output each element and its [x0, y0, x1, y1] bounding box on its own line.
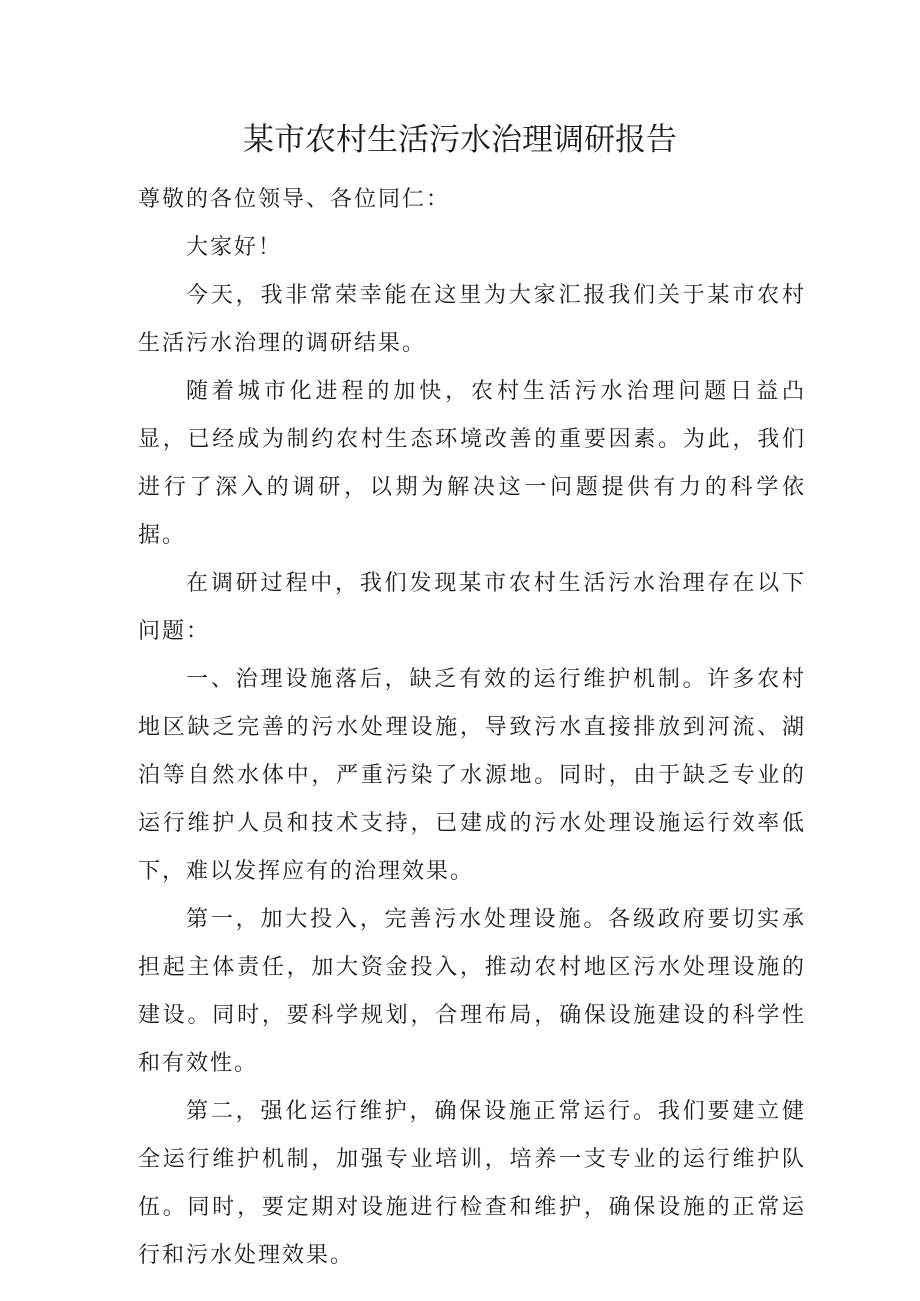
- paragraph-background: 随着城市化进程的加快，农村生活污水治理问题日益凸显，已经成为制约农村生态环境改善的重要因素。为此，我们进行了深入的调研，以期为解决这一问题提供有力的科学依据。: [138, 379, 806, 548]
- paragraph-salutation: 尊敬的各位领导、各位同仁：: [138, 187, 451, 212]
- paragraph-problem-one: 一、治理设施落后，缺乏有效的运行维护机制。许多农村地区缺乏完善的污水处理设施，导致污水直接排放到河流、湖泊等自然水体中，严重污染了水源地。同时，由于缺乏专业的运行维护人员和技术支持，已建成的污水处理设施运行效率低下，难以发挥应有的治理效果。: [138, 667, 806, 884]
- paragraph-intro: 今天，我非常荣幸能在这里为大家汇报我们关于某市农村生活污水治理的调研结果。: [138, 283, 806, 356]
- paragraph-greeting: 大家好！: [186, 235, 283, 260]
- document-body: [138, 176, 806, 1280]
- document-title: 某市农村生活污水治理调研报告: [243, 122, 677, 158]
- paragraph-measure-two: 第二，强化运行维护，确保设施正常运行。我们要建立健全运行维护机制，加强专业培训，培养一支专业的运行维护队伍。同时，要定期对设施进行检查和维护，确保设施的正常运行和污水处理效果。: [138, 1099, 806, 1268]
- paragraph-findings-lead: 在调研过程中，我们发现某市农村生活污水治理存在以下问题：: [138, 571, 806, 644]
- paragraph-measure-one: 第一，加大投入，完善污水处理设施。各级政府要切实承担起主体责任，加大资金投入，推动农村地区污水处理设施的建设。同时，要科学规划，合理布局，确保设施建设的科学性和有效性。: [138, 907, 806, 1076]
